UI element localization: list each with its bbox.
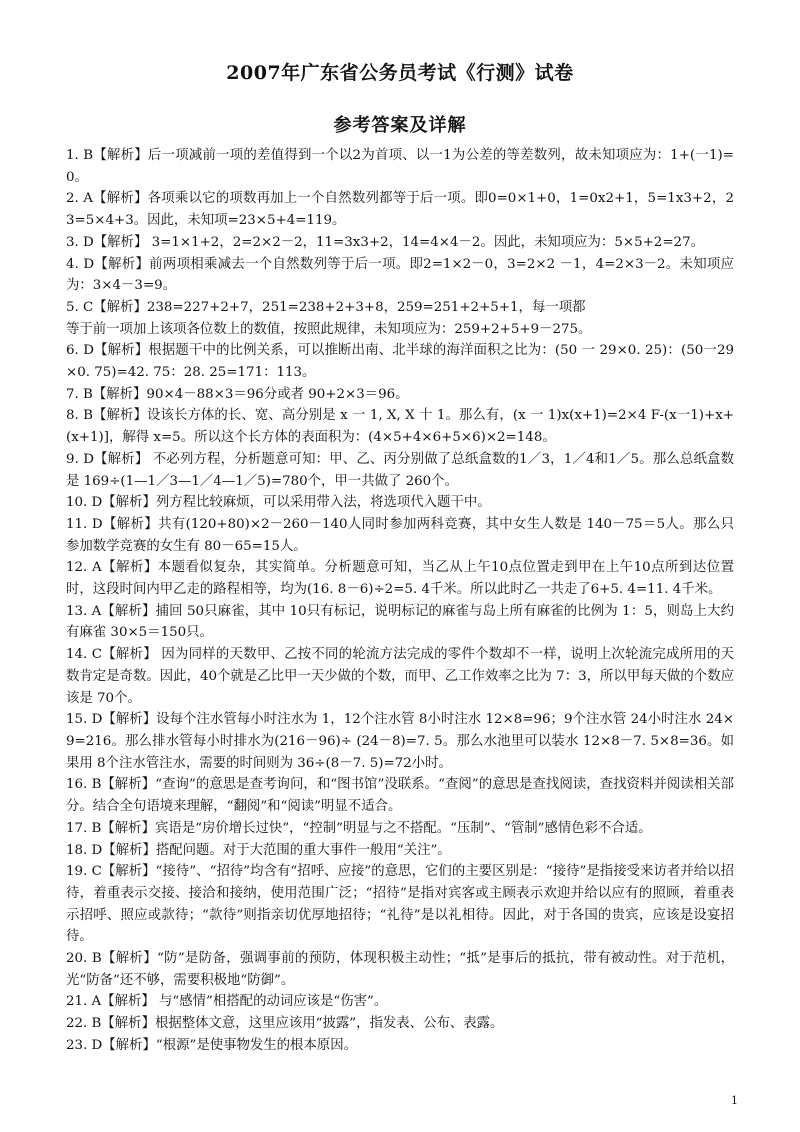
answer-item: 7. B【解析】90×4－88×3＝96分或者 90+2×3＝96。: [66, 386, 409, 402]
answer-item: 16. B【解析】“查询”的意思是查考询问，和“图书馆”没联系。“查阅”的意思是查找阅读，查找资料并阅读相关部分。结合全句语境来理解，“翻阅”和“阅读”明显不适合。: [66, 777, 734, 815]
answer-item: 5. C【解析】238=227+2+7，251=238+2+3+8，259=251+2+5+1，每一项都: [66, 299, 586, 315]
answer-item: 4. D【解析】前两项相乘减去一个自然数列等于后一项。即2=1×2－0，3=2×2 －1，4=2×3－2。未知项应为：3×4－3=9。: [66, 256, 734, 294]
answer-item: 1. B【解析】后一项减前一项的差值得到一个以2为首项、以一1为公差的等差数列，故未知项应为：1+(一1)=0。: [66, 148, 734, 185]
answer-item: 20. B【解析】“防”是防备，强调事前的预防，体现积极主动性；“抵”是事后的抵抗，带有被动性。对于范机，光“防备”还不够，需要积极地“防御”。: [66, 951, 734, 988]
answer-item: 3. D【解析】 3=1×1+2，2=2×2－2，11=3x3+2，14=4×4－2。因此，未知项应为：5×5+2=27。: [66, 234, 704, 250]
answer-item: 2. A【解析】各项乘以它的项数再加上一个自然数列都等于后一项。即0=0×1+0，1=0x2+1，5=1x3+2，23=5×4+3。因此，未知项=23×5+4=119。: [66, 191, 734, 229]
answer-item: 10. D【解析】列方程比较麻烦，可以采用带入法，将选项代入题干中。: [66, 495, 491, 511]
answer-item: 14. C【解析】 因为同样的天数甲、乙按不同的轮流方法完成的零件个数却不一样，说明上次轮流完成所用的天数肯定是奇数。因此，40个就是乙比甲一天少做的个数，而甲、乙工作效率之比为 7：3，所以甲每天做的个数应该是 70个。: [66, 647, 734, 706]
answer-item: 17. B【解析】宾语是“房价增长过快”，“控制”明显与之不搭配。“压制”、“管制”感情色彩不合适。: [66, 820, 652, 836]
answer-item: 12. A【解析】本题看似复杂，其实简单。分析题意可知，当乙从上午10点位置走到甲在上午10点所到达位置时，这段时间内甲乙走的路程相等，均为(16. 8－6)÷2=5. 4千米。所以此时乙一共走了6+5. 4=11. 4千米。: [66, 560, 734, 598]
answer-item: 21. A【解析】 与“感情”相搭配的动词应该是“伤害”。: [66, 994, 388, 1010]
answer-item: 18. D【解析】搭配问题。对于大范围的重大事件一般用“关注”。: [66, 842, 451, 858]
page-subtitle: 参考答案及详解: [333, 115, 467, 136]
answer-item: 22. B【解析】根据整体文意，这里应该用“披露”，指发表、公布、表露。: [66, 1016, 504, 1032]
answer-item: 13. A【解析】捕回 50只麻雀，其中 10只有标记，说明标记的麻雀与岛上所有麻雀的比例为 1：5，则岛上大约有麻雀 30×5＝150只。: [66, 603, 734, 641]
answer-list: [66, 145, 734, 1057]
answer-item: 等于前一项加上该项各位数上的数值，按照此规律，未知项应为：259+2+5+9－275。: [66, 321, 592, 337]
answer-item: 6. D【解析】根据题干中的比例关系，可以推断出南、北半球的海洋面积之比为：(50 一 29×0. 25)：(50一29×0. 75)=42. 75：28. 25=171：113。: [66, 343, 734, 381]
answer-item: 15. D【解析】设每个注水管每小时注水为 1，12个注水管 8小时注水 12×8=96；9个注水管 24小时注水 24×9=216。那么排水管每小时排水为(216－96)÷ (24－8)=7. 5。那么水池里可以装水 12×8－7. 5×8=36。如果用 8个注水管注水，需要的时间则为 36÷(8－7. 5)=72小时。: [66, 712, 734, 771]
page-title: 2007年广东省公务员考试《行测》试卷: [226, 62, 574, 84]
page-number: 1: [731, 1094, 738, 1107]
answer-item: 9. D【解析】 不必列方程，分析题意可知：甲、乙、丙分别做了总纸盒数的1／3，1／4和1／5。那么总纸盒数是 169÷(1—1／3—1／4—1／5)=780个，甲一共做了 260个。: [66, 451, 734, 489]
answer-item: 23. D【解析】“根源”是使事物发生的根本原因。: [66, 1037, 358, 1053]
answer-item: 19. C【解析】“接待”、“招待”均含有“招呼、应接”的意思，它们的主要区别是：“接待”是指接受来访者并给以招待，着重表示交接、接洽和接纳，使用范围广泛；“招待”是指对宾客或主顾表示欢迎并给以应有的照顾，着重表示招呼、照应或款待；“款待”则指亲切优厚地招待；“礼待”是以礼相待。因此，对于各国的贵宾，应该是设宴招待。: [66, 864, 734, 945]
answer-item: 11. D【解析】共有(120+80)×2－260－140人同时参加两科竞赛，其中女生人数是 140－75＝5人。那么只参加数学竞赛的女生有 80－65=15人。: [66, 516, 734, 554]
answer-item: 8. B【解析】设该长方体的长、宽、高分别是 x 一 1, X, X 十 1。那么有，(x 一 1)x(x+1)=2×4 F-(x一1)+x+(x+1)]，解得 x=5。所以这个长方体的表面积为：(4×5+4×6+5×6)×2=148。: [66, 408, 734, 446]
